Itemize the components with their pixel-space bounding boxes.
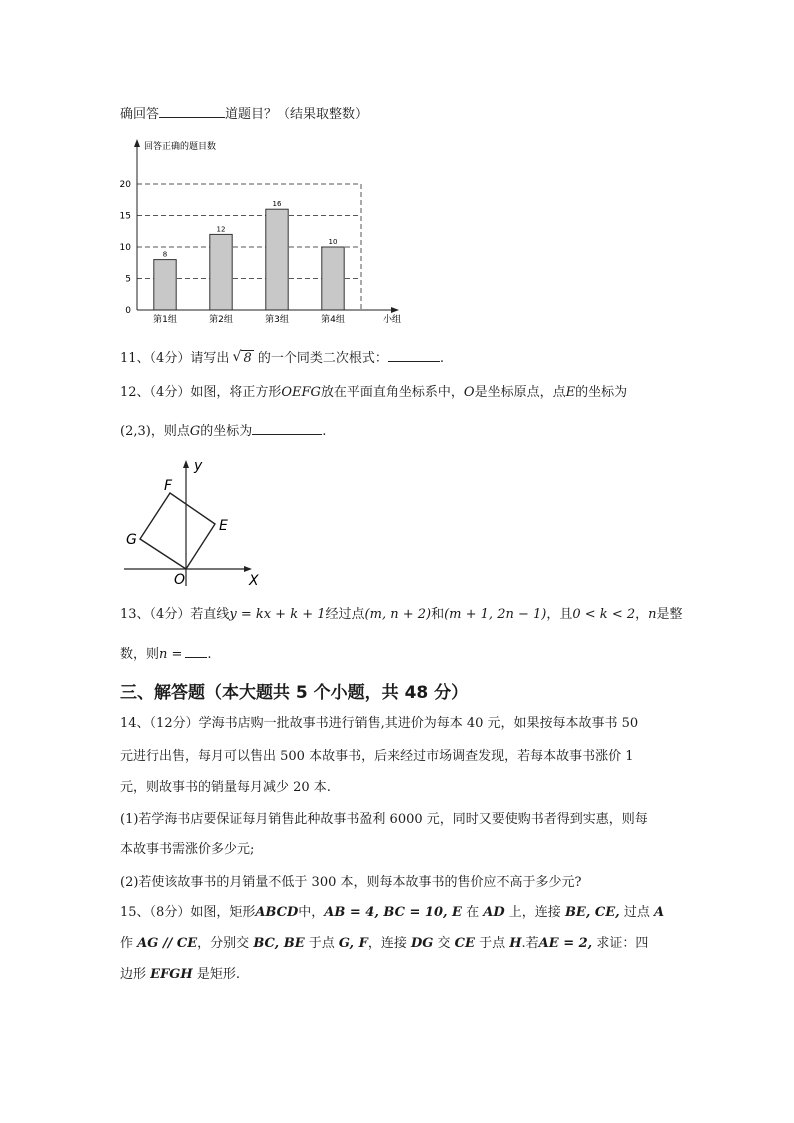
q15-point-h: H [509,936,522,951]
q11-text1: 请写出 [190,351,230,366]
label-e: E [219,518,228,534]
q10-text-after: 道题目？（结果取整数） [225,107,369,122]
q15-points-g-f: G, F [338,936,368,951]
y-axis-arrow [134,139,140,147]
y-tick-label: 20 [119,180,131,190]
label-y: y [194,458,203,474]
q13-equation: y = kx + k + 1 [229,607,326,622]
q13-and: 和 [431,607,445,622]
q10-answer-blank[interactable] [159,102,225,118]
q12-coord: (2,3) [120,424,151,439]
q15-segments-be-ce: BE, CE, [564,905,620,920]
q15-point-a: A [653,905,665,920]
q15-text-c: 在 [466,905,480,920]
q13-line1 [120,605,683,625]
q15-text-h: 于点 [308,936,335,951]
section-3-heading: 三、解答题（本大题共 5 个小题，共 48 分） [120,683,469,703]
q12-number: 12、（4分） [120,385,191,400]
bar-4 [322,247,344,310]
q15-text-o: 是矩形. [196,967,240,982]
q13-condition: 0 < k < 2 [572,607,636,622]
q15-side-ad: AD [483,905,505,920]
q11-radicand: 8 [243,351,252,366]
q11-text2: 的一个同类二次根式： [257,351,388,366]
q13-point1: (m, n + 2) [364,607,432,622]
q15-segments-bc-be: BC, BE [253,936,305,951]
label-x: X [249,573,259,589]
square-oefg [140,493,215,569]
q12-line2 [120,419,326,442]
q12-point-g: G [189,424,201,439]
q15-text-a: 15、（8分）如图，矩形 [120,905,256,920]
q13-line2 [120,642,212,665]
q15-text-d: 上，连接 [508,905,561,920]
q15-parallel: AG // CE [137,936,198,951]
bar-2 [210,234,232,310]
fig-x-arrow [244,566,252,572]
q15-line2 [120,934,648,954]
q12-point-o: O [463,385,475,400]
q13-point2: (m + 1, 2n − 1) [444,607,547,622]
y-tick-label: 10 [119,243,131,253]
q12-text6: 的坐标为 [200,424,253,439]
q11 [120,346,444,369]
bar-1 [154,260,176,310]
q13-text2: 经过点 [325,607,365,622]
q15-text-j: 交 [437,936,451,951]
q15-text-f: 作 [120,936,134,951]
x-axis-arrow [391,307,399,313]
bar-value-label: 10 [328,238,338,246]
q13-text5: 是整 [656,607,683,622]
q12-text5: ，则点 [150,424,190,439]
x-category-label: 第2组 [209,315,233,325]
x-category-label: 第3组 [265,315,289,325]
q13-text1: 若直线 [190,607,230,622]
q12-text1: 如图，将正方形 [190,385,282,400]
bar-value-label: 12 [216,225,226,234]
q15-text-k: 于点 [479,936,506,951]
q14-part2: (2)若使该故事书的月销量不低于 300 本，则每本故事书的售价应不高于多少元? [120,875,582,890]
q15-text-e: 过点 [623,905,650,920]
q13-line2-text: 数，则 [120,647,160,662]
q13-end: . [207,647,212,662]
q15-text-i: ，连接 [367,936,407,951]
bar-3 [266,209,288,310]
q10-text-before: 确回答 [120,107,160,122]
q13-n-equals: n = [159,647,183,662]
q14-line1: 14、（12分）学海书店购一批故事书进行销售,其进价为每本 40 元，如果按每本故事书 50 [120,716,639,731]
chart-categories [153,313,345,325]
q12-text2: 放在平面直角坐标系中， [320,385,464,400]
q15-line1 [120,903,664,923]
q12-text3: 是坐标原点，点 [474,385,566,400]
q11-answer-blank[interactable] [388,346,440,362]
q12-line1 [120,383,627,403]
q13-answer-blank[interactable] [185,642,207,658]
y-tick-label: 5 [125,274,131,285]
chart-value-labels [163,200,338,258]
fig-y-arrow [183,460,189,468]
x-category-label: 第4组 [321,315,345,325]
q15-text-n: 边形 [120,967,147,982]
q13-n: n [648,607,657,622]
q12-square-name: OEFG [281,385,321,400]
q15-text-g: ，分别交 [197,936,250,951]
q11-number: 11、（4分） [120,351,191,366]
chart-ticks [120,180,132,316]
q12-point-e: E [565,385,576,400]
q12-answer-blank[interactable] [252,419,322,435]
q13-number: 13、（4分） [120,607,191,622]
q10-tail [120,102,368,125]
q15-rect-abcd: ABCD [255,905,299,920]
q14-part1-line2: 本故事书需涨价多少元; [120,842,255,857]
label-f: F [164,478,173,494]
sqrt-symbol [233,349,253,369]
chart-bars [154,209,344,310]
q15-text-l: .若 [521,936,539,951]
q15-segment-ce: CE [454,936,475,951]
q15-given-lengths: AB = 4, BC = 10, E [324,905,462,920]
q11-end: . [439,351,445,366]
q13-text4: ， [635,607,649,622]
q15-line3 [120,965,240,985]
q15-quad-efgh: EFGH [150,967,193,982]
q15-text-m: 求证：四 [596,936,649,951]
y-tick-label: 15 [119,211,131,222]
x-axis-label: 小组 [383,315,402,325]
q15-text-b: 中， [298,905,325,920]
y-axis-label: 回答正确的题目数 [144,142,217,152]
label-g: G [126,532,137,548]
label-origin: O [174,572,186,588]
bar-chart [115,136,415,331]
q15-given-ae: AE = 2, [538,936,593,951]
q12-text4: 的坐标为 [575,385,628,400]
q12-coordinate-figure [118,454,268,589]
q14-part1-line1: (1)若学海书店要保证每月销售此种故事书盈利 6000 元，同时又要使购书者得到实惠，则每 [120,812,648,827]
x-category-label: 第1组 [153,315,177,325]
q12-end: . [322,424,327,439]
q15-segment-dg: DG [410,936,434,951]
y-tick-label: 0 [125,306,131,316]
bar-value-label: 16 [272,200,282,209]
q13-text3: ，且 [546,607,573,622]
bar-value-label: 8 [162,250,168,259]
q14-line3: 元，则故事书的销量每月减少 20 本. [120,780,331,795]
q14-line2: 元进行出售，每月可以售出 500 本故事书，后来经过市场调查发现，若每本故事书涨价 1 [120,749,634,764]
